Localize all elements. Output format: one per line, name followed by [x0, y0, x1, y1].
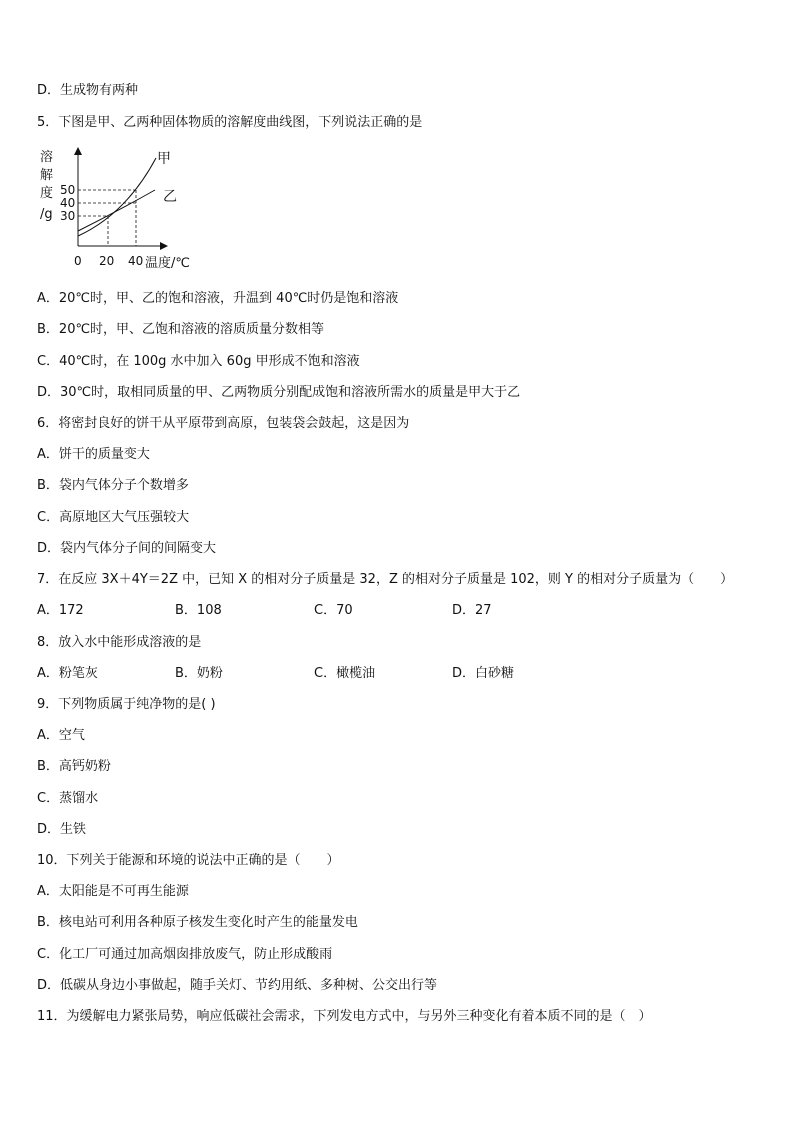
q9-option-b: B．高钙奶粉: [37, 759, 111, 774]
q7-option-b: B．108: [175, 603, 222, 618]
q8-options: [37, 665, 537, 683]
q9-option-a: A．空气: [37, 728, 85, 743]
q6-option-c: C．高原地区大气压强较大: [37, 510, 190, 525]
y-tick-label: 40: [60, 196, 76, 210]
x-axis-arrow: [160, 242, 168, 250]
x-axis-label: 温度/℃: [145, 256, 190, 271]
q6-option-a: A．饼干的质量变大: [37, 447, 150, 462]
x-tick-label: 20: [99, 254, 115, 268]
q5-stem: 5．下图是甲、乙两种固体物质的溶解度曲线图，下列说法正确的是: [37, 115, 423, 130]
y-axis-label-char: 解: [40, 168, 54, 183]
q6-option-b: B．袋内气体分子个数增多: [37, 478, 189, 493]
solubility-chart: [36, 146, 206, 274]
q9-stem: 9．下列物质属于纯净物的是( ): [37, 697, 216, 712]
q10-option-b: B．核电站可利用各种原子核发生变化时产生的能量发电: [37, 915, 358, 930]
q11-stem: 11．为缓解电力紧张局势，响应低碳社会需求，下列发电方式中，与另外三种变化有着本质不同的是（ ）: [37, 1009, 652, 1024]
y-tick-label: 30: [60, 209, 76, 223]
q5-option-d: D．30℃时，取相同质量的甲、乙两物质分别配成饱和溶液所需水的质量是甲大于乙: [37, 385, 521, 400]
q6-stem: 6．将密封良好的饼干从平原带到高原，包装袋会鼓起，这是因为: [37, 416, 410, 431]
y-axis-label-char: 度: [40, 186, 54, 201]
q6-option-d: D．袋内气体分子间的间隔变大: [37, 541, 217, 556]
q8-option-a: A．粉笔灰: [37, 666, 98, 681]
q7-stem: 7．在反应 3X＋4Y＝2Z 中，已知 X 的相对分子质量是 32，Z 的相对分子质量是 102，则 Y 的相对分子质量为（ ）: [37, 572, 734, 587]
q8-option-b: B．奶粉: [175, 666, 223, 681]
q7-option-a: A．172: [37, 603, 84, 618]
q7-option-c: C．70: [314, 603, 353, 618]
series-label-jia: 甲: [157, 151, 171, 167]
q9-option-c: C．蒸馏水: [37, 791, 99, 806]
q10-option-a: A．太阳能是不可再生能源: [37, 884, 189, 899]
q5-option-a: A．20℃时，甲、乙的饱和溶液，升温到 40℃时仍是饱和溶液: [37, 291, 399, 306]
q5-option-b: B．20℃时，甲、乙饱和溶液的溶质质量分数相等: [37, 322, 325, 337]
q8-option-c: C．橄榄油: [314, 666, 376, 681]
q4-option-d: D．生成物有两种: [37, 83, 139, 98]
q9-option-d: D．生铁: [37, 822, 87, 837]
y-axis-label-char: /g: [40, 207, 53, 222]
q5-option-c: C．40℃时，在 100g 水中加入 60g 甲形成不饱和溶液: [37, 354, 360, 369]
y-axis-arrow: [74, 147, 82, 155]
y-tick-label: 50: [60, 183, 76, 197]
curve-jia: [78, 158, 156, 236]
series-label-yi: 乙: [163, 189, 177, 205]
q10-option-d: D．低碳从身边小事做起，随手关灯、节约用纸、多种树、公交出行等: [37, 978, 438, 993]
y-axis-label-char: 溶: [40, 150, 54, 165]
q7-option-d: D．27: [452, 603, 492, 618]
x-tick-label: 40: [128, 254, 144, 268]
q10-stem: 10．下列关于能源和环境的说法中正确的是（ ）: [37, 853, 340, 868]
x-tick-label: 0: [74, 254, 82, 268]
q8-option-d: D．白砂糖: [452, 666, 515, 681]
q7-options: [37, 602, 537, 620]
q10-option-c: C．化工厂可通过加高烟囱排放废气，防止形成酸雨: [37, 947, 333, 962]
q8-stem: 8．放入水中能形成溶液的是: [37, 635, 202, 650]
